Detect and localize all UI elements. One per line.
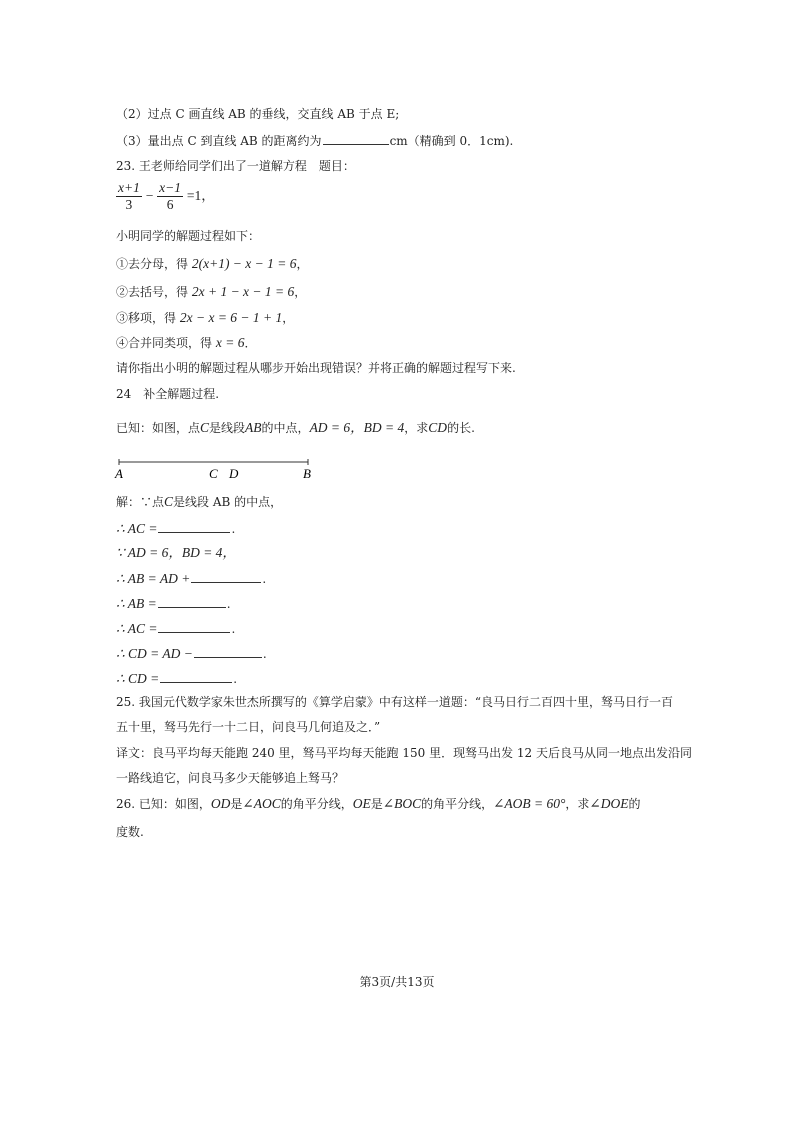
q26-angle-boc: ∠BOC: [382, 796, 422, 811]
q24-line6: [116, 645, 267, 662]
answer-blank[interactable]: [158, 520, 230, 533]
q24-line1: [116, 520, 235, 537]
q26-oe: OE: [352, 796, 371, 811]
step2-label: ②去括号，得: [116, 285, 189, 299]
q22-part3-text: （3）量出点 C 到直线 AB 的距离约为: [116, 134, 322, 148]
q26-angle-aob: ∠AOB = 60°: [493, 796, 566, 811]
answer-blank[interactable]: [158, 595, 226, 608]
given-text-5: 的长.: [447, 421, 475, 435]
period: .: [231, 622, 236, 636]
page-number: 第3页/共13页: [359, 975, 435, 989]
period: .: [233, 672, 238, 686]
q23-step4: ④合并同类项，得 x = 6．: [116, 335, 257, 350]
label-d: D: [229, 466, 239, 481]
q26-angle-aoc: ∠AOC: [242, 796, 281, 811]
step4-label: ④合并同类项，得: [116, 336, 213, 350]
step3-math: 2x − x = 6 − 1 + 1: [179, 310, 283, 325]
period: .: [226, 597, 231, 611]
q26-text-4: 是: [370, 797, 383, 811]
q23-title: 23. 王老师给同学们出了一道解方程 题目：: [116, 159, 355, 173]
label-b: B: [303, 466, 311, 481]
q25-line4: 一路线追它，问良马多少天能够追上驽马？: [116, 771, 345, 785]
q23-step1: ①去分母，得 2(x+1) − x − 1 = 6，: [116, 256, 309, 271]
q23-step2: ②去括号，得 2x + 1 − x − 1 = 6，: [116, 284, 307, 299]
answer-blank[interactable]: [191, 570, 261, 583]
q26-text-6: ，求: [565, 797, 590, 811]
line4-text: ∴ AB =: [116, 596, 157, 611]
fraction-2-denominator: 6: [166, 197, 174, 212]
q23-intro: 小明同学的解题过程如下：: [116, 229, 261, 243]
minus-sign: −: [145, 188, 154, 203]
label-a: A: [115, 466, 123, 481]
q26-od: OD: [210, 796, 231, 811]
q25-line2: 五十里，驽马先行一十二日，问良马几何追及之．”: [116, 720, 381, 734]
line2-text: ∵ AD = 6，BD = 4，: [116, 545, 236, 560]
q24-line4: [116, 595, 231, 612]
line3-text: ∴ AB = AD +: [116, 571, 191, 586]
q26-text-5: 的角平分线，: [421, 797, 494, 811]
step4-math: x = 6: [215, 335, 245, 350]
q25-line3: 译文：良马平均每天能跑 240 里，驽马平均每天能跑 150 里．现驽马出发 12 天后良马从同一地点出发沿同: [116, 746, 692, 760]
q26-text-1: 26. 已知：如图，: [116, 797, 211, 811]
q26-line1: [116, 796, 641, 812]
q23-equation: [116, 180, 215, 213]
fraction-1-numerator: x+1: [118, 180, 140, 195]
sol-text-2: 是线段 AB 的中点，: [173, 495, 283, 509]
q26-text-2: 是: [230, 797, 243, 811]
sol-point-c: C: [164, 494, 174, 509]
q26-line2: 度数.: [116, 825, 144, 839]
fraction-2: [157, 180, 183, 213]
answer-blank[interactable]: [158, 620, 230, 633]
q24-line2: [116, 545, 236, 561]
answer-blank[interactable]: [194, 645, 262, 658]
segment-figure: [112, 452, 322, 484]
period: .: [231, 522, 236, 536]
label-c: C: [209, 466, 218, 481]
q25-line1: 25. 我国元代数学家朱世杰所撰写的《算学启蒙》中有这样一道题：“良马日行二百四十里，驽马日行一百: [116, 695, 674, 709]
q22-part2: （2）过点 C 画直线 AB 的垂线，交直线 AB 于点 E;: [116, 107, 400, 121]
given-point-c: C: [200, 420, 210, 435]
line6-text: ∴ CD = AD −: [116, 646, 193, 661]
step2-math: 2x + 1 − x − 1 = 6: [191, 284, 295, 299]
period: .: [262, 647, 267, 661]
q23-step3: ③移项，得 2x − x = 6 − 1 + 1，: [116, 310, 295, 325]
q24-given: [116, 420, 475, 436]
q26-text-3: 的角平分线，: [280, 797, 353, 811]
step1-label: ①去分母，得: [116, 257, 189, 271]
fraction-1: [116, 180, 142, 213]
line1-text: ∴ AC =: [116, 521, 158, 536]
fraction-1-denominator: 3: [125, 197, 133, 212]
given-segment-cd: CD: [428, 420, 448, 435]
given-segment-ab: AB: [245, 420, 262, 435]
q23-question: 请你指出小明的解题过程从哪步开始出现错误？并将正确的解题过程写下来.: [116, 361, 516, 375]
given-lengths: AD = 6，BD = 4: [309, 420, 405, 435]
q24-line7: [116, 670, 237, 687]
fraction-2-numerator: x−1: [159, 180, 181, 195]
q24-line3: [116, 570, 266, 587]
answer-blank[interactable]: [323, 132, 389, 145]
q24-line5: [116, 620, 235, 637]
q24-title: 24 补全解题过程.: [116, 387, 220, 401]
sol-text-1: 解：∵点: [116, 495, 165, 509]
step3-label: ③移项，得: [116, 311, 177, 325]
line7-text: ∴ CD =: [116, 671, 160, 686]
given-text-4: ，求: [404, 421, 429, 435]
step1-math: 2(x+1) − x − 1 = 6: [191, 256, 297, 271]
given-text-2: 是线段: [209, 421, 246, 435]
q26-angle-doe: ∠DOE: [589, 796, 629, 811]
given-text-1: 已知：如图，点: [116, 421, 201, 435]
q26-text-7: 的: [628, 797, 641, 811]
q22-part3-unit: cm（精确到 0．1cm).: [389, 134, 514, 148]
equals-one: =1，: [186, 188, 215, 203]
q24-solution-start: [116, 494, 282, 510]
given-text-3: 的中点，: [261, 421, 310, 435]
line5-text: ∴ AC =: [116, 621, 158, 636]
period: .: [262, 572, 267, 586]
q22-part3: [116, 132, 513, 149]
answer-blank[interactable]: [160, 670, 232, 683]
